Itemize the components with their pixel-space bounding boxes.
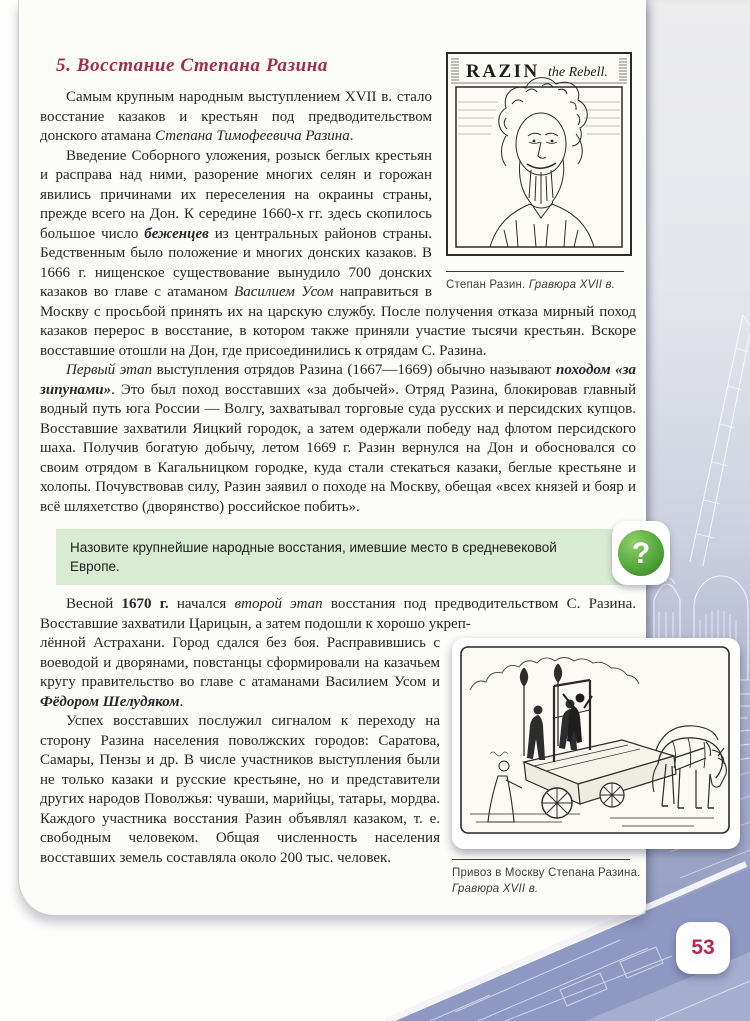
text-run: лённой Астрахани. Город сдался без боя. Расправившись с воеводой и дворянами, повстанцы сформировали на казачьем кругу правительство во главе с атаманами Василием Усом и xyxy=(40,635,440,690)
question-icon-card xyxy=(612,521,670,585)
page-number: 53 xyxy=(691,936,715,959)
text-run: Введение Соборного уложения, розыск беглых крестьян и расправа над ними, разорение многих селян и горожан явились причинами их переселения на окраины страны, прежде всего на Дон. К середине 1660-х гг. здесь скопилось большое число xyxy=(40,147,432,242)
caption-text: Привоз в Москву Степана Разина. xyxy=(452,866,641,879)
text-run: Василием Усом xyxy=(234,284,334,300)
text-run: второй этап xyxy=(234,596,323,612)
text-run: Самым крупным народным выступлением XVII в. стало восстание казаков и крестьян под предводительством донского атамана xyxy=(40,89,432,144)
paragraph-4-start xyxy=(40,595,636,634)
text-run: Фёдором Шелудяком xyxy=(40,693,180,710)
text-run: Весной xyxy=(66,596,122,612)
text-run: . xyxy=(349,128,354,144)
question-text: Назовите крупнейшие народные восстания, имевшие место в средневековой Европе. xyxy=(70,540,557,574)
figure-razin-portrait xyxy=(446,52,636,293)
caption-rule xyxy=(446,271,624,272)
text-run: направиться в Москву с просьбой принять их на царскую службу. После получения отказа мирный поход казаков перерос в восстание, в котором также приняли участие тысячи крестьян. Вскоре восставшие отошли на Дон, где присоединились к отрядам С. Разина. xyxy=(40,284,636,359)
text-run: Степана Тимофеевича Разина xyxy=(155,128,350,144)
paragraph-3 xyxy=(40,361,636,517)
text-run: походом «за зипунами» xyxy=(40,362,636,398)
text-run: Первый этап xyxy=(66,362,153,378)
caption-rule xyxy=(452,859,630,860)
text-run: из центральных районов страны. Бедственным было положение и многих донских казаков. В 1666 г. нищенское существование вынудило 700 донских казаков во главе с атаманом xyxy=(40,225,432,300)
cart-caption-block xyxy=(452,859,642,897)
question-box xyxy=(56,529,651,585)
text-run: начался xyxy=(168,596,235,612)
cart-engraving-card xyxy=(452,638,740,849)
text-run: . xyxy=(179,693,184,710)
engraving-title-main: RAZIN xyxy=(466,61,540,82)
figure-razin-cart xyxy=(452,638,740,897)
question-mark-icon: ? xyxy=(618,530,664,576)
text-run: беженцев xyxy=(144,225,209,242)
caption-note: Гравюра XVII в. xyxy=(528,278,616,291)
text-run: 1670 г. xyxy=(121,596,169,612)
cart-engraving xyxy=(460,646,730,834)
caption-text: Степан Разин. xyxy=(446,278,529,291)
razin-portrait-engraving xyxy=(446,52,632,256)
portrait-caption xyxy=(446,277,636,293)
caption-note: Гравюра XVII в. xyxy=(452,882,539,895)
article xyxy=(40,50,651,901)
engraving-title-script: the Rebell. xyxy=(548,65,608,80)
text-run: восстания под предводительством С. Разина. Восставшие захватили Царицын, а затем подошли к хорошо укреп- xyxy=(40,596,637,632)
text-run: . Это был поход восставших «за добычей». Отряд Разина, блокировав главный водный путь юга России — Волгу, захватывал торговые суда русских и персидских купцов. Восставшие захватили Яицкий городок, а затем одержали победу над флотом персидского шаха. Получив богатую добычу, летом 1669 г. Разин вернулся на Дон и обосновался со своим отрядом в Кагальницком городке, куда стали стекаться казаки, беглые крестьяне и холопы. Почувствовав силу, Разин заявил о походе на Москву, обещая «всех князей и бояр и всё шляхетство (дворянство) российское побить». xyxy=(40,381,636,515)
text-run: Успех восставших послужил сигналом к переходу на сторону Разина населения поволжских городов: Саратова, Самары, Пензы и др. В числе участников выступления были не только казаки и русские крестьяне, но и представители других народов Поволжья: чуваши, марийцы, татары, мордва. Каждого участника восстания Разин объявлял казаком, т. е. свободным человеком. Общая численность населения восставших земель составляла около 200 тыс. человек. xyxy=(40,713,440,866)
page-number-badge xyxy=(676,922,730,974)
cart-caption xyxy=(452,865,642,897)
section-heading: 5. Восстание Степана Разина xyxy=(56,55,328,76)
text-run: выступления отрядов Разина (1667—1669) обычно называют xyxy=(152,362,556,378)
